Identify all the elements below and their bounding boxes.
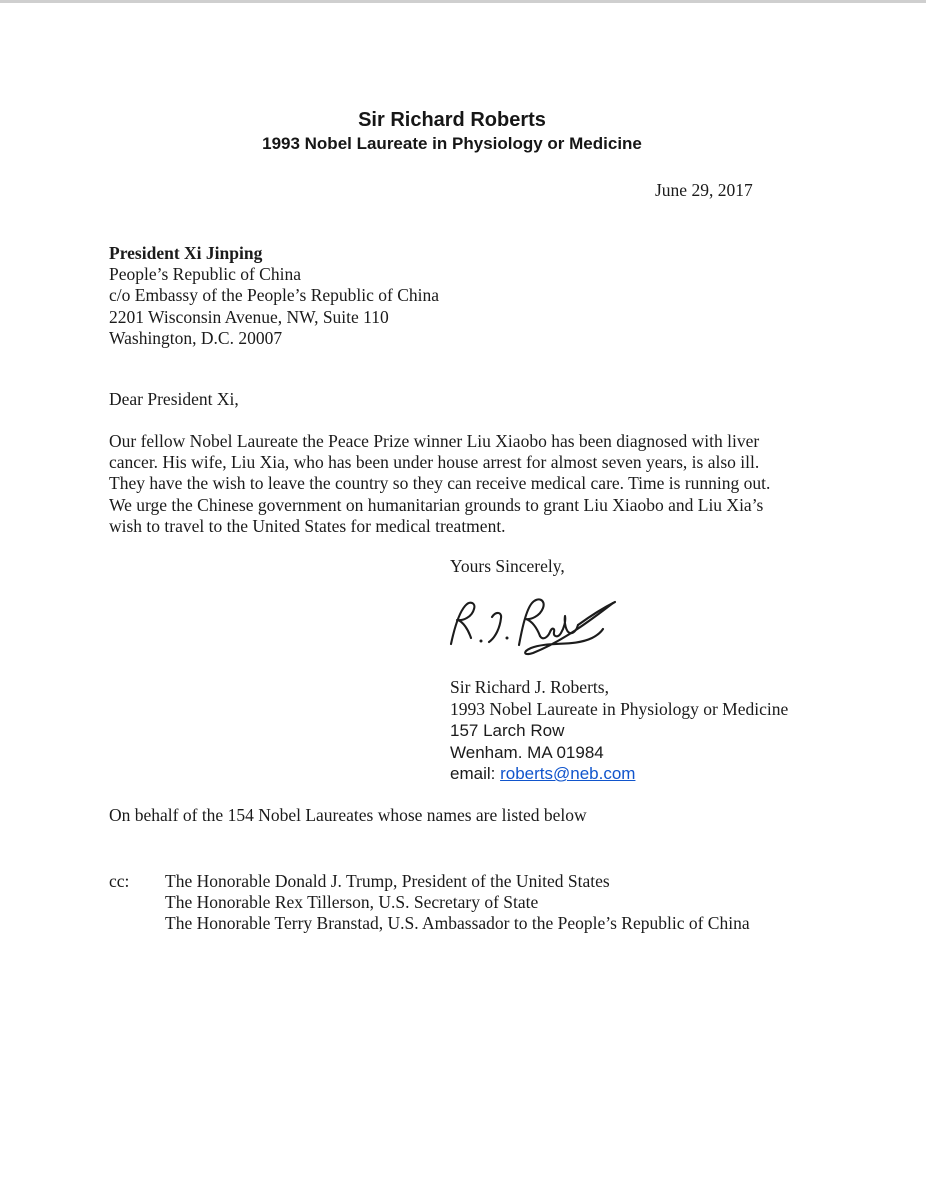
sender-name: Sir Richard J. Roberts, <box>450 677 609 697</box>
sender-email-line <box>450 763 788 785</box>
recipient-name: President Xi Jinping <box>109 243 263 263</box>
letter-body <box>109 431 825 537</box>
body-line: cancer. His wife, Liu Xia, who has been under house arrest for almost seven years, is also ill. <box>109 452 760 473</box>
sender-address-line2: Wenham. MA 01984 <box>450 742 604 762</box>
cc-entry: The Honorable Rex Tillerson, U.S. Secretary of State <box>165 892 539 913</box>
body-line: They have the wish to leave the country so they can receive medical care. Time is running out. <box>109 473 771 494</box>
on-behalf-line: On behalf of the 154 Nobel Laureates whose names are listed below <box>109 805 587 825</box>
salutation: Dear President Xi, <box>109 389 239 409</box>
cc-label: cc: <box>109 871 130 891</box>
body-line: Our fellow Nobel Laureate the Peace Prize winner Liu Xiaobo has been diagnosed with liver <box>109 431 760 451</box>
signature-image <box>443 592 623 656</box>
email-link[interactable]: roberts@neb.com <box>500 764 636 783</box>
sender-address-line1: 157 Larch Row <box>450 721 565 740</box>
body-line: wish to travel to the United States for medical treatment. <box>109 515 506 536</box>
closing: Yours Sincerely, <box>450 556 565 576</box>
sender-title: 1993 Nobel Laureate in Physiology or Medicine <box>450 698 789 719</box>
recipient-address <box>109 243 439 349</box>
recipient-address-line: People’s Republic of China <box>109 264 301 285</box>
cc-entry: The Honorable Terry Branstad, U.S. Ambassador to the People’s Republic of China <box>165 913 750 934</box>
letter-date: June 29, 2017 <box>655 180 753 200</box>
top-border <box>0 0 926 3</box>
recipient-address-line: 2201 Wisconsin Avenue, NW, Suite 110 <box>109 306 389 327</box>
recipient-address-line: c/o Embassy of the People’s Republic of China <box>109 285 440 306</box>
cc-entry: The Honorable Donald J. Trump, President of the United States <box>165 871 610 891</box>
letterhead <box>89 108 815 155</box>
letterhead-title: 1993 Nobel Laureate in Physiology or Medicine <box>262 134 642 153</box>
recipient-address-line: Washington, D.C. 20007 <box>109 327 283 348</box>
body-line: We urge the Chinese government on humanitarian grounds to grant Liu Xiaobo and Liu Xia’s <box>109 494 764 515</box>
letterhead-name: Sir Richard Roberts <box>358 109 546 131</box>
email-label: email: <box>450 764 501 783</box>
cc-list <box>165 871 750 935</box>
sender-block <box>450 677 788 785</box>
